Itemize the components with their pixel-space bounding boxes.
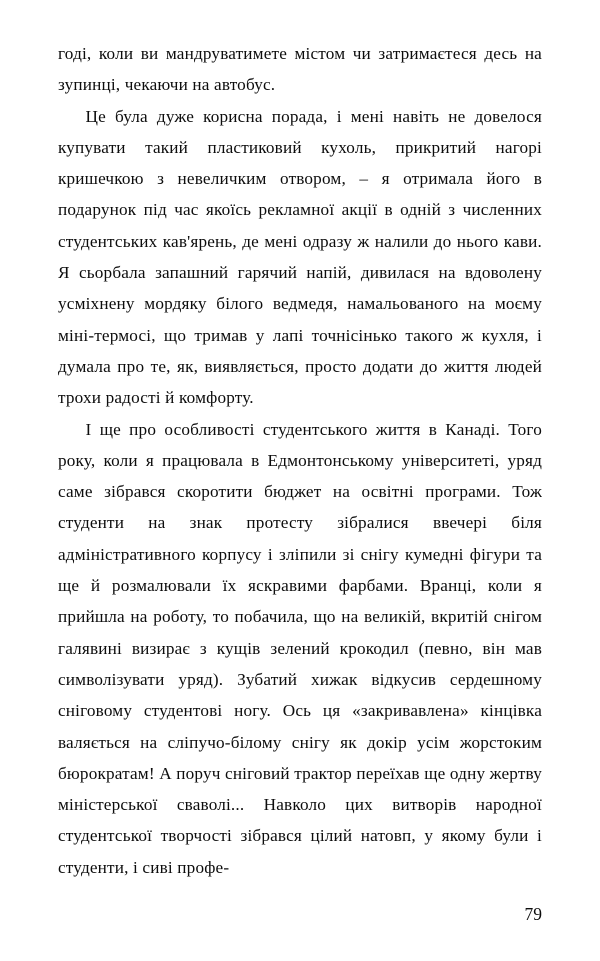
page-number: 79 xyxy=(524,904,542,924)
paragraph: І ще про особливості студентського життя в Канаді. Того року, коли я працювала в Едмонтонському університеті, уряд саме зібрався скоротити бюджет на освітні програми. Тож студенти на знак протесту зібралися ввечері біля адміністративного корпусу і зліпили зі снігу кумедні фігури та ще й розмалювали їх яскравими фарбами. Вранці, коли я прийшла на роботу, то побачила, що на великій, вкритій снігом галявині визирає з кущів зелений крокодил (певно, він мав символізувати уряд). Зубатий хижак відкусив сердешному сніговому студентові ногу. Ось ця «закривавлена» кінцівка валяється на сліпучо-білому снігу як докір усім жорстоким бюрократам! А поруч сніговий трактор переїхав ще одну жертву міністерської сваволі... Навколо цих витворів народної студентської творчості зібрався цілий натовп, у якому були і студенти, і сиві профе- xyxy=(58,419,542,877)
page-body xyxy=(58,38,542,883)
paragraph: годі, коли ви мандруватимете містом чи затримаєтеся десь на зупинці, чекаючи на автобус. xyxy=(58,44,542,95)
paragraph: Це була дуже корисна порада, і мені навіть не довелося купувати такий пластиковий кухоль, прикритий нагорі кришечкою з невеличким отвором, – я отримала його в подарунок під час якоїсь рекламної акції в одній з численних студентських кав'ярень, де мені одразу ж налили до нього кави. Я сьорбала запашний гарячий напій, дивилася на вдоволену усміхнену мордяку білого ведмедя, намальованого на моєму міні-термосі, що тримав у лапі точнісінько такого ж кухля, і думала про те, як, виявляється, просто додати до життя людей трохи радості й комфорту. xyxy=(58,106,542,408)
